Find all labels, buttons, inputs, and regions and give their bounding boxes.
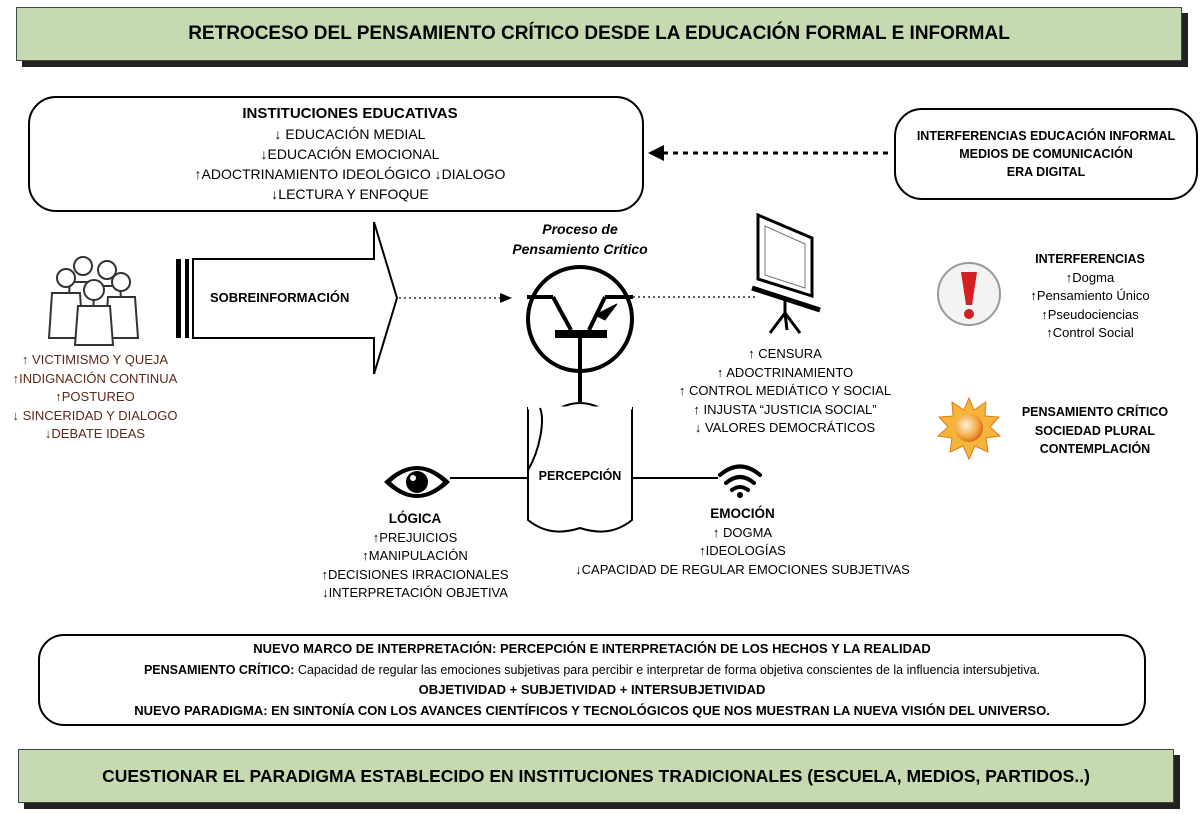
personas-item: ↑POSTUREO: [55, 389, 135, 404]
marco-box: [38, 634, 1146, 726]
instituciones-item: ↓ EDUCACIÓN MEDIAL: [274, 126, 426, 142]
marco-line2-text: Capacidad de regular las emociones subjetivas para percibir e interpretar de forma objetiva conscientes de la influencia intersubjetiva.: [294, 662, 1041, 677]
medios-item: ↑ CONTROL MEDIÁTICO Y SOCIAL: [678, 383, 892, 398]
emocion-item: ↓CAPACIDAD DE REGULAR EMOCIONES SUBJETIVAS: [575, 561, 910, 577]
projector-screen-icon: [752, 215, 820, 333]
logica-item: ↓INTERPRETACIÓN OBJETIVA: [322, 585, 508, 600]
interferencias-informal-box: [894, 108, 1198, 200]
personas-item: ↓DEBATE IDEAS: [44, 426, 146, 441]
logica-list: [300, 510, 530, 603]
footer-banner: [18, 749, 1174, 803]
medios-item: ↑ ADOCTRINAMIENTO: [716, 364, 854, 380]
proceso-line1: Proceso de: [542, 221, 618, 237]
footer-text: CUESTIONAR EL PARADIGMA ESTABLECIDO EN INSTITUCIONES TRADICIONALES (ESCUELA, MEDIOS, PARTIDOS..): [102, 765, 1090, 786]
interferencias-heading: INTERFERENCIAS: [1035, 252, 1145, 266]
transistor-icon: [527, 267, 633, 402]
percepcion-label: PERCEPCIÓN: [538, 469, 622, 483]
emocion-list: [570, 505, 915, 579]
logica-heading: LÓGICA: [388, 511, 442, 526]
instituciones-heading: INSTITUCIONES EDUCATIVAS: [242, 105, 458, 122]
instituciones-item: ↑ADOCTRINAMIENTO IDEOLÓGICO ↓DIALOGO: [194, 166, 506, 182]
proceso-label: [490, 219, 670, 259]
logica-item: ↑PREJUICIOS: [372, 529, 458, 545]
interferencias-informal-line: MEDIOS DE COMUNICACIÓN: [959, 147, 1133, 161]
emocion-item: ↑IDEOLOGÍAS: [699, 543, 786, 558]
proceso-line2: Pensamiento Crítico: [512, 241, 648, 257]
instituciones-text: [150, 104, 550, 204]
page-title: RETROCESO DEL PENSAMIENTO CRÍTICO DESDE LA EDUCACIÓN FORMAL E INFORMAL: [188, 23, 1010, 44]
marco-line3: OBJETIVIDAD + SUBJETIVIDAD + INTERSUBJETIVIDAD: [418, 682, 766, 697]
medios-list: [665, 345, 905, 438]
emocion-heading: EMOCIÓN: [710, 506, 775, 521]
interferencias-informal-line: INTERFERENCIAS EDUCACIÓN INFORMAL: [916, 129, 1176, 143]
medios-item: ↑ INJUSTA “JUSTICIA SOCIAL”: [693, 401, 877, 417]
personas-item: ↓ SINCERIDAD Y DIALOGO: [12, 407, 178, 423]
pensamiento-critico-line: CONTEMPLACIÓN: [1039, 442, 1151, 456]
interferencias-item: ↑Dogma: [1065, 269, 1115, 285]
interferencias-list: [1010, 250, 1170, 343]
personas-item: ↑ VICTIMISMO Y QUEJA: [21, 352, 169, 367]
sun-icon: [938, 398, 1000, 459]
marco-line2-label: PENSAMIENTO CRÍTICO:: [143, 662, 295, 677]
logica-item: ↑DECISIONES IRRACIONALES: [321, 566, 509, 582]
sobreinformacion-label: SOBREINFORMACIÓN: [210, 290, 350, 305]
marco-line1: NUEVO MARCO DE INTERPRETACIÓN: PERCEPCIÓN E INTERPRETACIÓN DE LOS HECHOS Y LA REALIDAD: [253, 641, 931, 656]
interferencias-item: ↑Control Social: [1046, 325, 1134, 340]
medios-item: ↓ VALORES DEMOCRÁTICOS: [694, 420, 876, 435]
wifi-icon: [720, 467, 760, 499]
instituciones-item: ↓EDUCACIÓN EMOCIONAL: [260, 146, 440, 162]
interferencias-item: ↑Pseudociencias: [1041, 306, 1139, 322]
interferencias-informal-line: ERA DIGITAL: [1006, 165, 1086, 179]
personas-list: [0, 351, 190, 444]
personas-item: ↑INDIGNACIÓN CONTINUA: [12, 370, 178, 386]
people-group-icon: [49, 257, 138, 345]
marco-line4: NUEVO PARADIGMA: EN SINTONÍA CON LOS AVANCES CIENTÍFICOS Y TECNOLÓGICOS QUE NOS MUESTRAN LA NUEVA VISIÓN DEL UNIVERSO.: [134, 702, 1050, 718]
logica-item: ↑MANIPULACIÓN: [362, 548, 468, 563]
instituciones-item: ↓LECTURA Y ENFOQUE: [271, 186, 429, 202]
pensamiento-critico-list: [1010, 403, 1180, 459]
interferencias-item: ↑Pensamiento Único: [1030, 288, 1150, 303]
informal-connector-head: [648, 145, 664, 161]
pensamiento-critico-line: SOCIEDAD PLURAL: [1034, 423, 1156, 438]
medios-item: ↑ CENSURA: [748, 346, 822, 361]
marco-line2: [40, 660, 1144, 681]
pensamiento-critico-line: PENSAMIENTO CRÍTICO: [1021, 405, 1169, 419]
exclamation-icon: [938, 263, 1000, 325]
eye-icon: [384, 466, 450, 498]
emocion-item: ↑ DOGMA: [712, 524, 773, 540]
